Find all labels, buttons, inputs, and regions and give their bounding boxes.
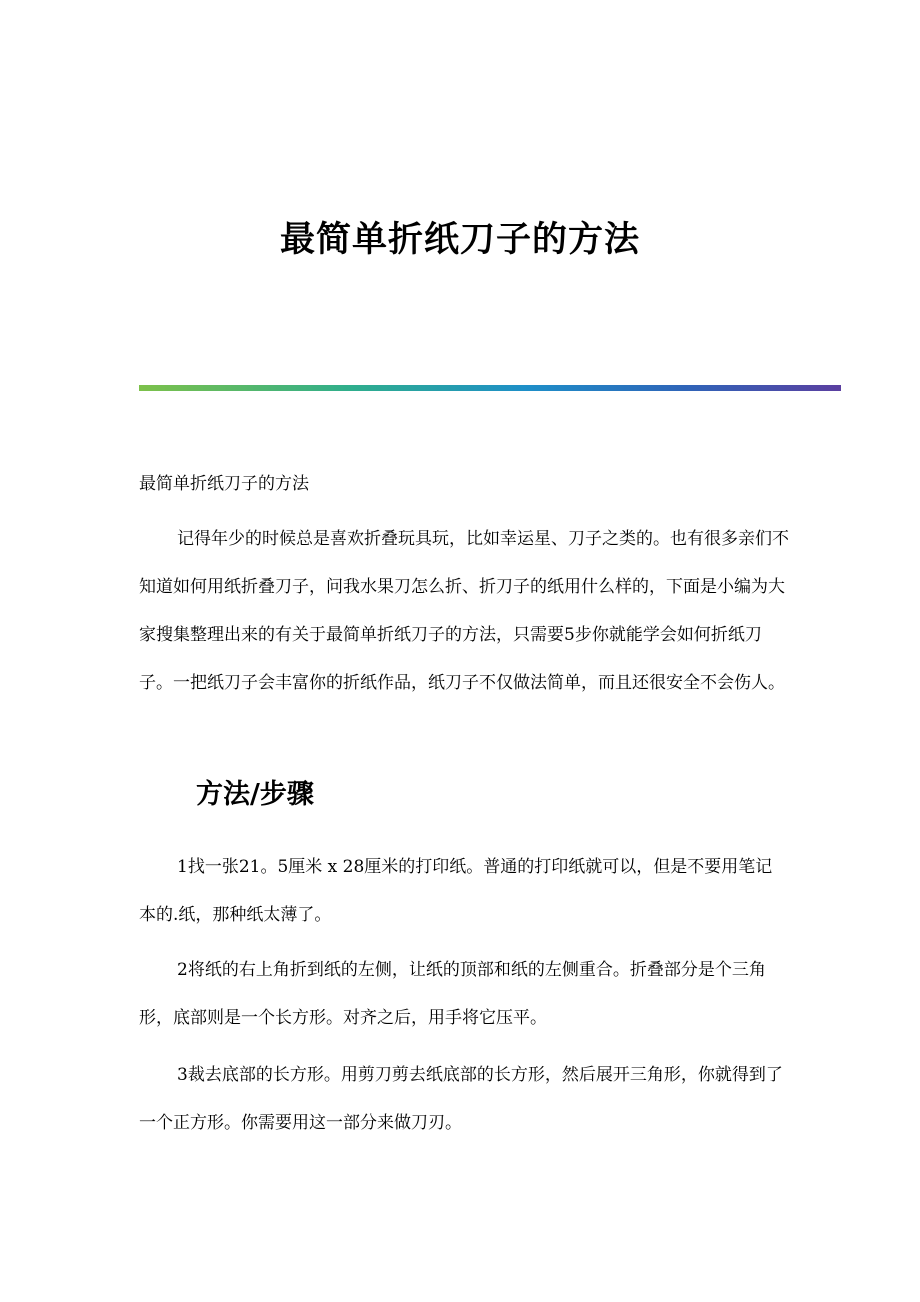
step-paragraph-1: 1找一张21。5厘米 x 28厘米的打印纸。普通的打印纸就可以，但是不要用笔记本的.纸，那种纸太薄了。 (139, 857, 773, 925)
intro-paragraph: 记得年少的时候总是喜欢折叠玩具玩，比如幸运星、刀子之类的。也有很多亲们不知道如何用纸折叠刀子，问我水果刀怎么折、折刀子的纸用什么样的，下面是小编为大家搜集整理出来的有关于最简单折纸刀子的方法，只需要5步你就能学会如何折纸刀子。一把纸刀子会丰富你的折纸作品，纸刀子不仅做法简单，而且还很安全不会伤人。 (139, 529, 789, 693)
document-subtitle: 最简单折纸刀子的方法 (139, 474, 309, 494)
step-paragraph-2: 2将纸的右上角折到纸的左侧，让纸的顶部和纸的左侧重合。折叠部分是个三角形，底部则是一个长方形。对齐之后，用手将它压平。 (139, 960, 766, 1028)
gradient-divider (139, 385, 841, 391)
section-heading: 方法/步骤 (196, 779, 314, 810)
step-paragraph-3: 3裁去底部的长方形。用剪刀剪去纸底部的长方形，然后展开三角形，你就得到了一个正方形。你需要用这一部分来做刀刃。 (139, 1065, 783, 1133)
document-title: 最简单折纸刀子的方法 (279, 219, 640, 260)
